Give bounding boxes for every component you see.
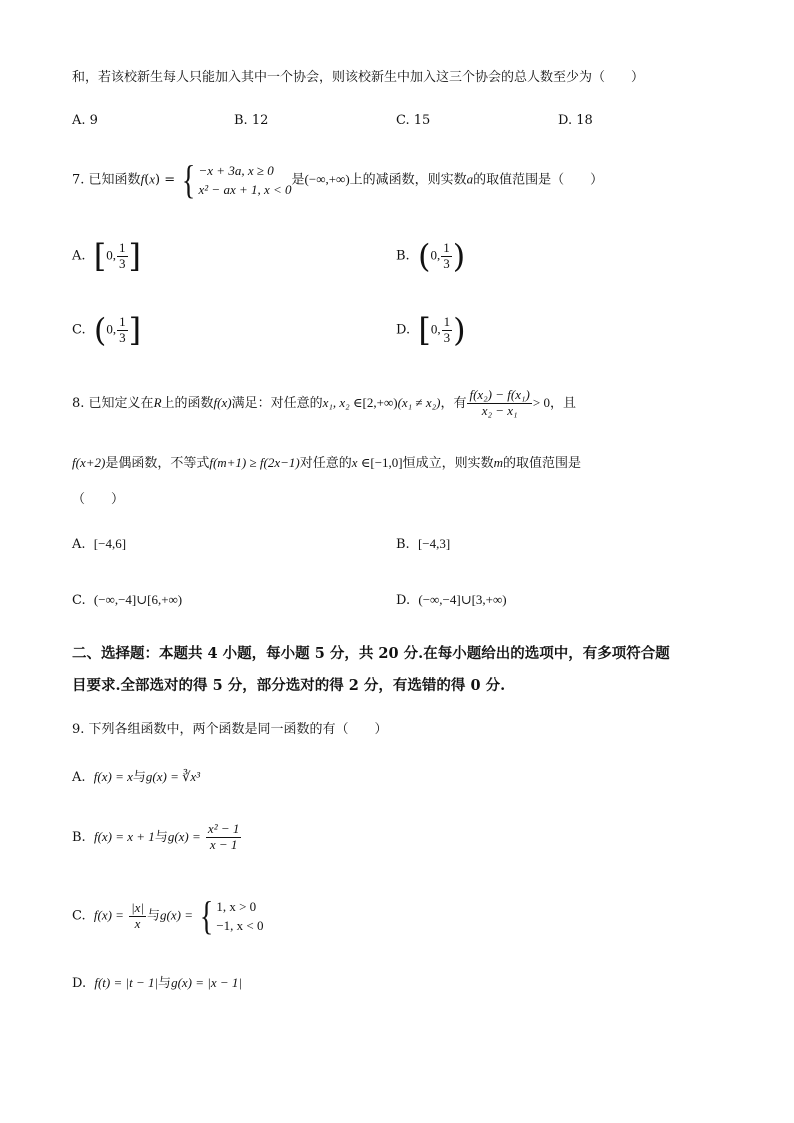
q8-stem-line2: f(x+2)是偶函数，不等式f(m+1) ≥ f(2x−1)对任意的x ∈[−1,0]恒成立，则实数m的取值范围是 xyxy=(72,455,582,471)
q9-c-piecewise: { 1, x > 0 −1, x < 0 xyxy=(200,893,264,938)
q6-option-d: D. 18 xyxy=(558,113,593,128)
q6-option-b: B. 12 xyxy=(234,113,269,128)
q7-option-a: A. [0, $\frac{1}{3}$ ] xyxy=(72,237,142,275)
q8-fraction: $\frac{\text{f(x₂) − f(x₁)}}{\text{x₂ − x₁}}$ xyxy=(469,387,530,418)
q6-option-c: C. 15 xyxy=(396,113,431,128)
q7-option-b: B. (0, $\frac{1}{3}$ ) xyxy=(396,237,466,275)
q7-stem: 7. 已知函数f(x) = { −x + 3a, x ≥ 0 x² − ax + 1, x < 0 是(−∞,+∞)上的减函数，则实数a的取值范围是（ ） xyxy=(72,157,604,202)
q7-option-d: D. [0, $\frac{1}{3}$ ) xyxy=(396,311,466,349)
q8-option-d: D. (−∞,−4]∪[3,+∞) xyxy=(396,592,507,608)
q7-piecewise: { −x + 3a, x ≥ 0 x² − ax + 1, x < 0 xyxy=(182,157,292,202)
q9-option-a: A. f(x) = x与g(x) = ∛x³ xyxy=(72,769,201,785)
q8-option-b: B. [−4,3] xyxy=(396,536,451,552)
section2-heading-line2: 目要求.全部选对的得 5 分，部分选对的得 2 分，有选错的得 0 分. xyxy=(72,677,506,694)
section2-heading-line1: 二、选择题：本题共 4 小题，每小题 5 分，共 20 分.在每小题给出的选项中，有多项符合题 xyxy=(72,645,670,662)
q8-stem-line1: 8. 已知定义在R上的函数f(x)满足：对任意的x₁, x₂ ∈[2,+∞)(x₁ ≠ x₂)，有 $\frac{\text{f(x₂) − f(x₁)}}{\text{x₂ − x₁}}$ > 0，且 xyxy=(72,387,576,418)
q8-option-a: A. [−4,6] xyxy=(72,536,127,552)
q6-option-a: A. 9 xyxy=(72,113,98,128)
q8-stem-line3: （ ） xyxy=(72,492,125,507)
q9-option-d: D. f(t) = |t − 1|与g(x) = |x − 1| xyxy=(72,975,242,991)
q6-stem-tail: 和，若该校新生每人只能加入其中一个协会，则该校新生中加入这三个协会的总人数至少为（ ） xyxy=(72,70,645,85)
q7-option-c: C. (0, $\frac{1}{3}$ ] xyxy=(72,311,142,349)
q9-option-b: B. f(x) = x + 1与g(x) = $\frac{\text{x² − 1}}{x - 1}$ xyxy=(72,821,240,852)
q9-option-c: C. f(x) = $\frac{|x|}{x}$ 与g(x) = { 1, x > 0 −1, x < 0 xyxy=(72,893,264,938)
q8-option-c: C. (−∞,−4]∪[6,+∞) xyxy=(72,592,183,608)
q9-stem: 9. 下列各组函数中，两个函数是同一函数的有（ ） xyxy=(72,722,388,737)
